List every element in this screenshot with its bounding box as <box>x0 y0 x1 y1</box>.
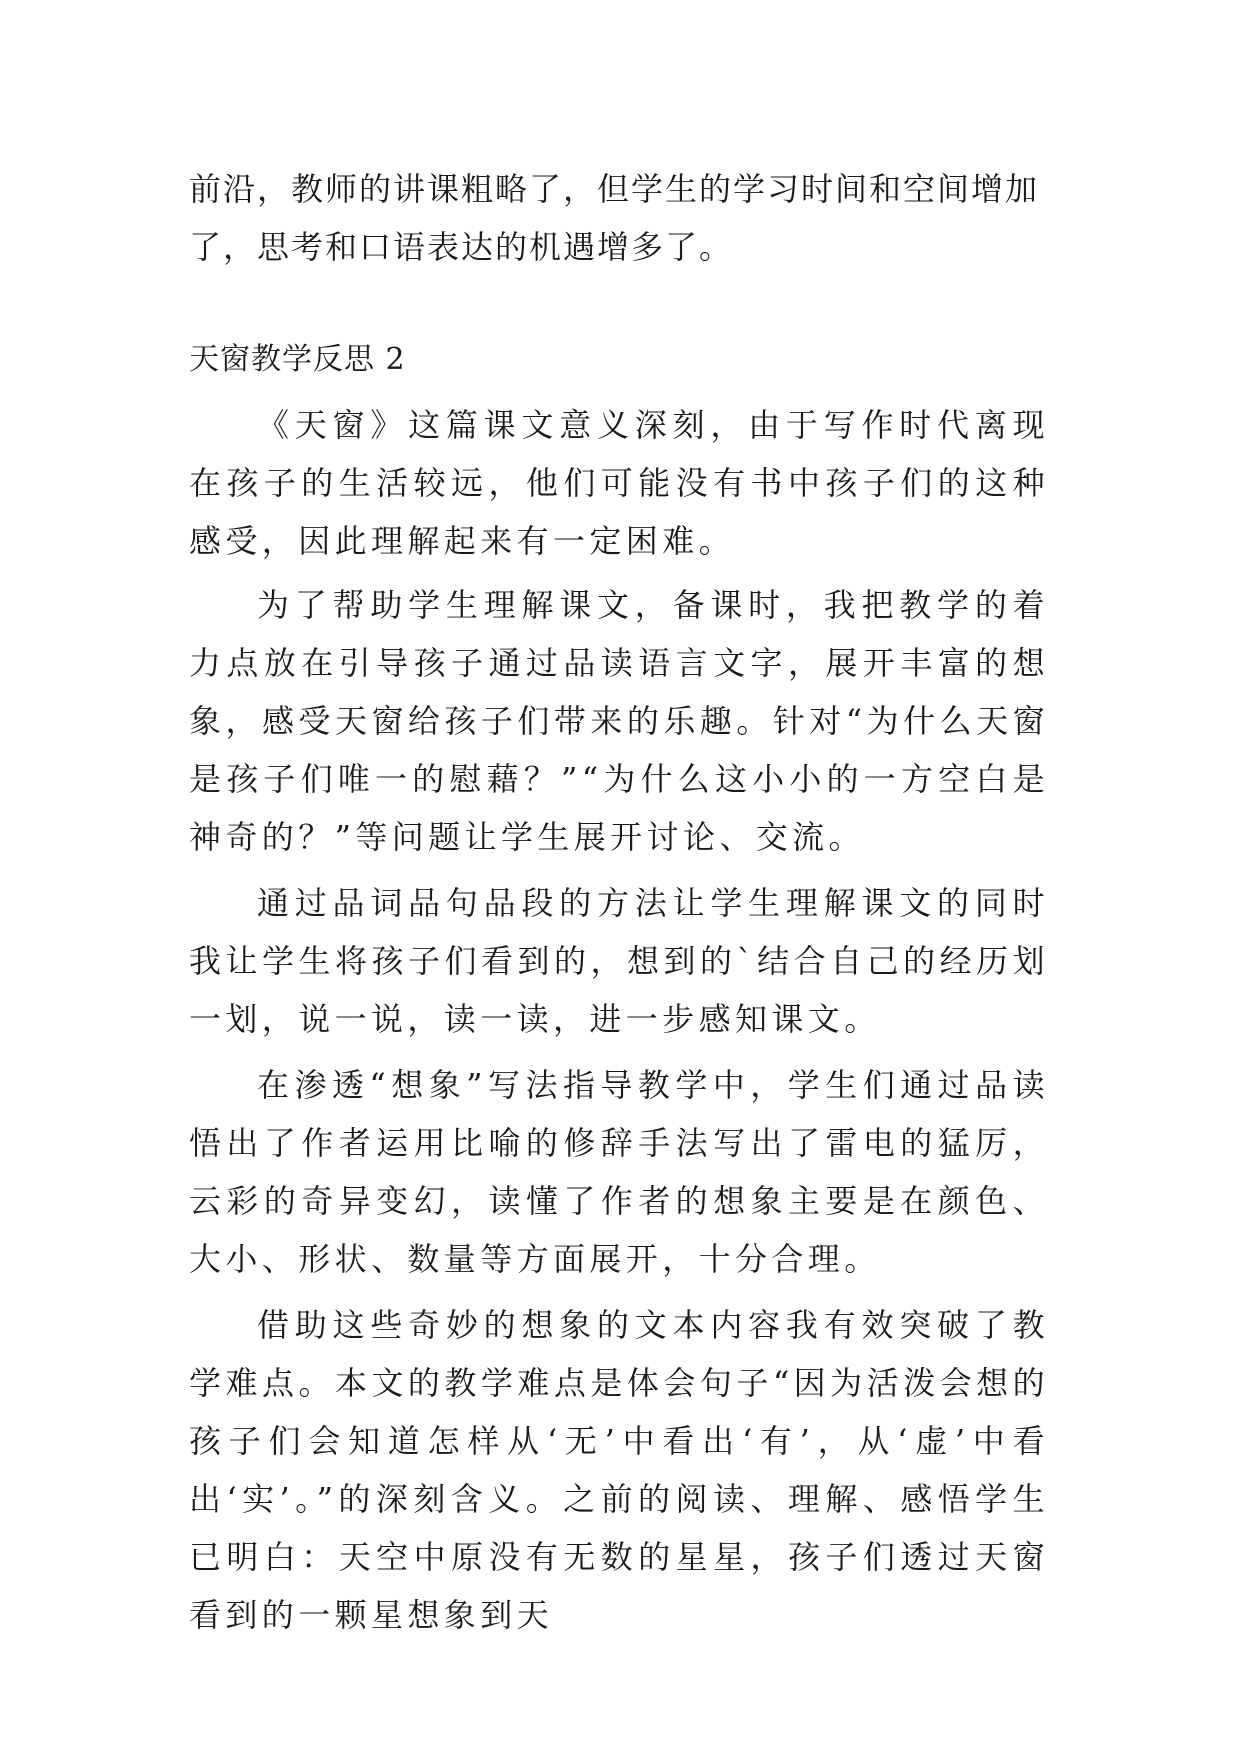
section-heading: 天窗教学反思 2 <box>189 342 406 377</box>
paragraph: 通过品词品句品段的方法让学生理解课文的同时我让学生将孩子们看到的，想到的`结合自己的经历划一划，说一说，读一读，进一步感知课文。 <box>189 884 1049 1038</box>
paragraph: 在渗透“想象”写法指导教学中，学生们通过品读悟出了作者运用比喻的修辞手法写出了雷电的猛厉，云彩的奇异变幻，读懂了作者的想象主要是在颜色、大小、形状、数量等方面展开，十分合理。 <box>189 1066 1049 1278</box>
paragraph: 为了帮助学生理解课文，备课时，我把教学的着力点放在引导孩子通过品读语言文字，展开丰富的想象，感受天窗给孩子们带来的乐趣。针对“为什么天窗是孩子们唯一的慰藉？”“为什么这小小的一方空白是神奇的？”等问题让学生展开讨论、交流。 <box>189 586 1049 856</box>
continuation-paragraph: 前沿，教师的讲课粗略了，但学生的学习时间和空间增加了，思考和口语表达的机遇增多了。 <box>189 170 1040 266</box>
paragraph: 借助这些奇妙的想象的文本内容我有效突破了教学难点。本文的教学难点是体会句子“因为活泼会想的孩子们会知道怎样从‘无’中看出‘有’，从‘虚’中看出‘实’。”的深刻含义。之前的阅读、理解、感悟学生已明白：天空中原没有无数的星星，孩子们透过天窗看到的一颗星想象到天 <box>189 1306 1049 1634</box>
paragraph-list <box>189 396 1049 1652</box>
paragraph: 《天窗》这篇课文意义深刻，由于写作时代离现在孩子的生活较远，他们可能没有书中孩子们的这种感受，因此理解起来有一定困难。 <box>189 406 1049 560</box>
